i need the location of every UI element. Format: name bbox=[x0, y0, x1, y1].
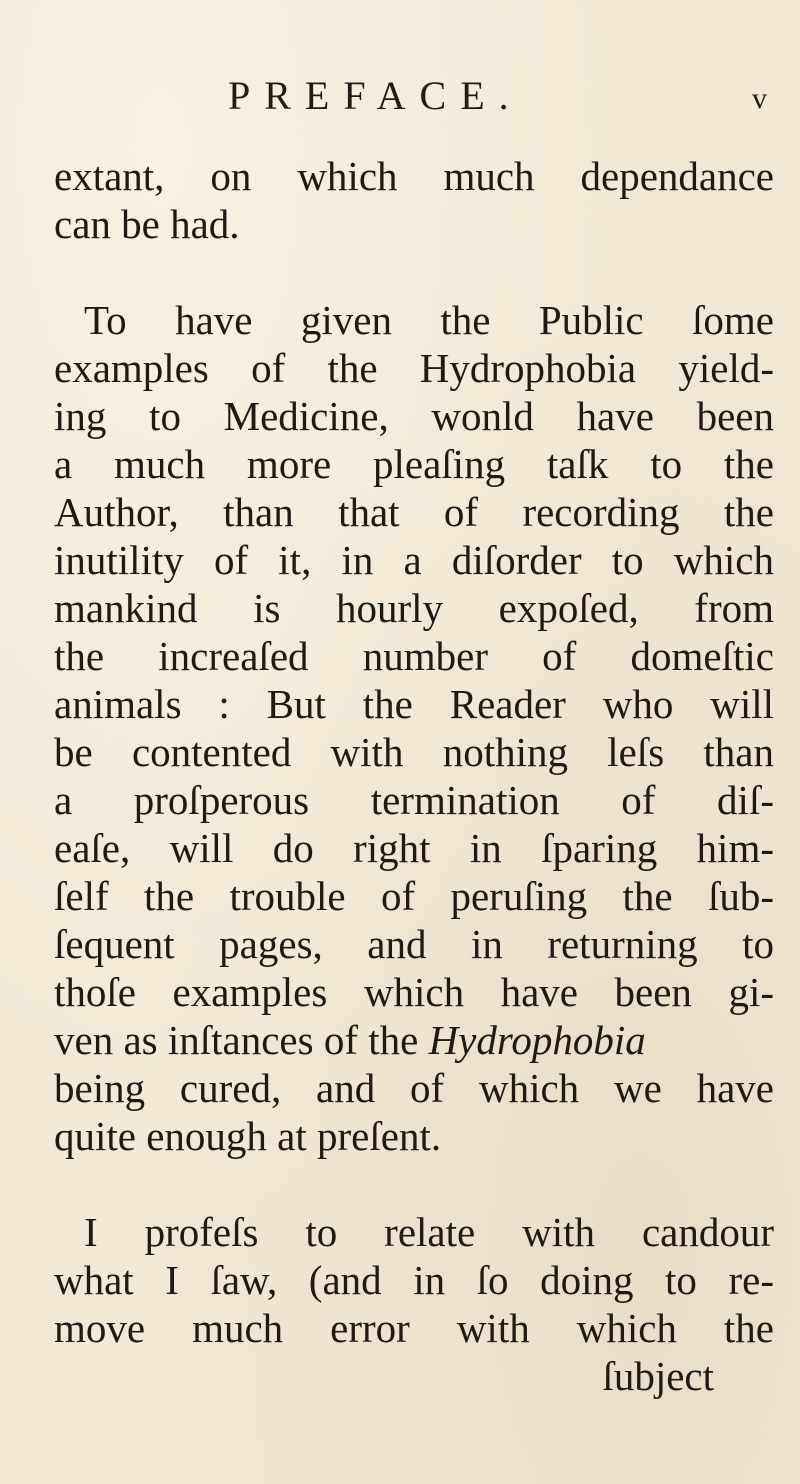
text-line bbox=[54, 1016, 774, 1064]
text-line: To have given the Public ſome bbox=[84, 297, 774, 343]
text-line: eaſe, will do right in ſparing him- bbox=[54, 825, 774, 871]
text-line: animals : But the Reader who will bbox=[54, 681, 774, 727]
text-line: examples of the Hydrophobia yield- bbox=[54, 345, 774, 391]
text-line: what I ſaw, (and in ſo doing to re- bbox=[54, 1257, 774, 1303]
paragraph-gap bbox=[54, 248, 774, 296]
text-line: ſequent pages, and in returning to bbox=[54, 921, 774, 967]
text-line: a much more pleaſing taſk to the bbox=[54, 441, 774, 487]
text-line: ing to Medicine, wonld have been bbox=[54, 393, 774, 439]
text-line: I profeſs to relate with candour bbox=[84, 1209, 774, 1255]
text-line: be contented with nothing leſs than bbox=[54, 729, 774, 775]
text-line: can be had. bbox=[54, 201, 240, 247]
text-line: mankind is hourly expoſed, from bbox=[54, 585, 774, 631]
catchword: ſubject bbox=[602, 1353, 714, 1399]
text-line: the increaſed number of domeſtic bbox=[54, 633, 774, 679]
text-line: a proſperous termination of diſ- bbox=[54, 777, 774, 823]
page-number: v bbox=[752, 82, 767, 115]
paragraph-gap bbox=[54, 1160, 774, 1208]
running-head: PREFACE. bbox=[228, 73, 523, 118]
text-line: being cured, and of which we have bbox=[54, 1065, 774, 1111]
paragraph-2 bbox=[54, 296, 774, 1160]
text-line: extant, on which much dependance bbox=[54, 153, 774, 199]
text-line: inutility of it, in a diſorder to which bbox=[54, 537, 774, 583]
text-line: move much error with which the bbox=[54, 1305, 774, 1351]
paragraph-1 bbox=[54, 152, 774, 248]
text-line: ſelf the trouble of peruſing the ſub- bbox=[54, 873, 774, 919]
text-line: thoſe examples which have been gi- bbox=[54, 969, 774, 1015]
italic-term: Hydrophobia bbox=[428, 1017, 646, 1063]
text-line: quite enough at preſent. bbox=[54, 1113, 442, 1159]
body-text bbox=[54, 152, 774, 1400]
paragraph-3 bbox=[54, 1208, 774, 1352]
text-run: ven as inſtances of the bbox=[54, 1017, 429, 1063]
text-line: Author, than that of recording the bbox=[54, 489, 774, 535]
